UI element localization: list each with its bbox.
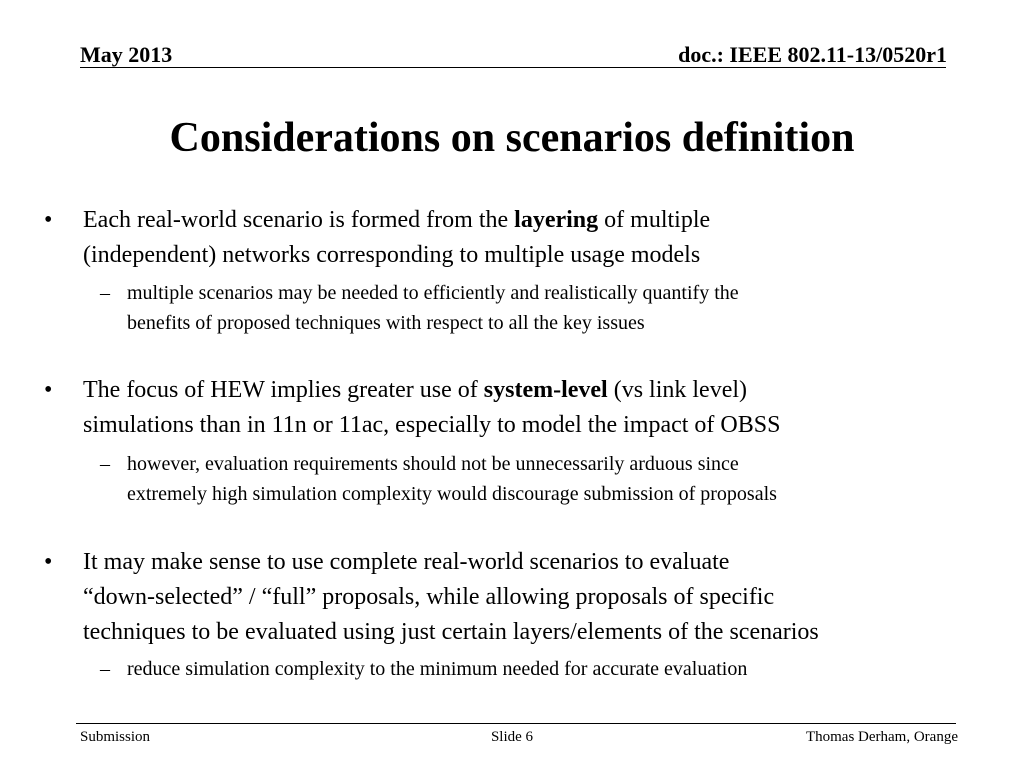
bullet-2-line-2: simulations than in 11n or 11ac, especially to model the impact of OBSS	[83, 412, 781, 438]
bullet-3-sub	[100, 654, 980, 684]
dash-mark: –	[100, 658, 110, 680]
bullet-3-sub-line-1: reduce simulation complexity to the minimum needed for accurate evaluation	[127, 658, 748, 680]
slide-title: Considerations on scenarios definition	[169, 115, 855, 161]
bullet-3-line-2: “down-selected” / “full” proposals, while allowing proposals of specific	[83, 584, 775, 610]
bullet-2-sub-line-2: extremely high simulation complexity would discourage submission of proposals	[127, 483, 777, 505]
header-date: May 2013	[80, 42, 173, 67]
bullet-2-emphasis: system-level	[483, 377, 608, 403]
bullet-1-sub-line-2: benefits of proposed techniques with respect to all the key issues	[127, 312, 645, 334]
bullet-mark: •	[44, 207, 53, 233]
dash-mark: –	[100, 282, 110, 304]
bullet-1-line-2: (independent) networks corresponding to multiple usage models	[83, 242, 701, 268]
dash-mark: –	[100, 453, 110, 475]
footer-divider	[76, 723, 956, 724]
bullet-1-line-1: Each real-world scenario is formed from the layering of multiple	[83, 207, 711, 233]
header-doc-id: doc.: IEEE 802.11-13/0520r1	[678, 42, 947, 67]
header-divider	[80, 67, 946, 68]
bullet-1-emphasis: layering	[514, 207, 599, 233]
bullet-2-line-1: The focus of HEW implies greater use of system-level (vs link level)	[83, 377, 748, 403]
bullet-2-sub-line-1: however, evaluation requirements should not be unnecessarily arduous since	[127, 453, 739, 475]
bullet-3-line-3: techniques to be evaluated using just certain layers/elements of the scenarios	[83, 619, 819, 645]
bullet-mark: •	[44, 377, 53, 403]
bullet-mark: •	[44, 549, 53, 575]
bullet-3	[44, 545, 944, 650]
bullet-1	[44, 203, 944, 273]
bullet-1-sub-line-1: multiple scenarios may be needed to efficiently and realistically quantify the	[127, 282, 739, 304]
footer-author: Thomas Derham, Orange	[805, 729, 958, 745]
bullet-1-sub	[100, 278, 980, 338]
bullet-3-line-1: It may make sense to use complete real-world scenarios to evaluate	[83, 549, 730, 575]
footer-submission: Submission	[80, 729, 151, 745]
bullet-2-sub	[100, 449, 980, 509]
footer-slide-number: Slide 6	[490, 729, 534, 745]
bullet-2	[44, 373, 944, 443]
